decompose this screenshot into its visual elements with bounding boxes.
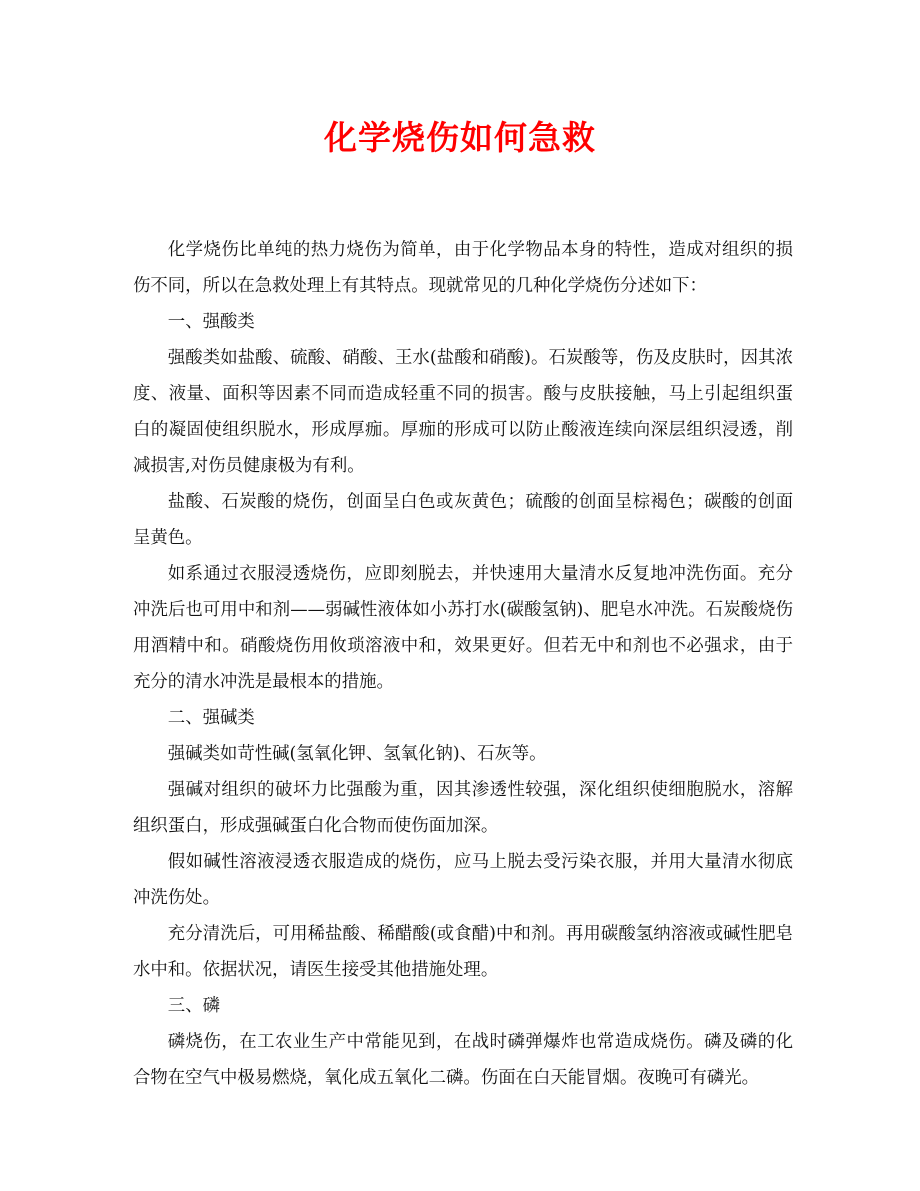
section-heading-strong-alkalis: 二、强碱类 (167, 708, 255, 728)
document-body (133, 232, 793, 1096)
section-heading-strong-acids: 一、强酸类 (167, 312, 255, 332)
section-heading-phosphorus: 三、磷 (167, 996, 220, 1016)
paragraph-alkali-neutralize: 充分清洗后，可用稀盐酸、稀醋酸(或食醋)中和剂。再用碳酸氢纳溶液或碱性肥皂水中和。依据状况，请医生接受其他措施处理。 (133, 924, 793, 980)
paragraph-acid-treatment: 如系通过衣服浸透烧伤，应即刻脱去，并快速用大量清水反复地冲洗伤面。充分冲洗后也可用中和剂——弱碱性液体如小苏打水(碳酸氢钠)、肥皂水冲洗。石炭酸烧伤用酒精中和。硝酸烧伤用攸琐溶液中和，效果更好。但若无中和剂也不必强求，由于充分的清水冲洗是最根本的措施。 (133, 564, 793, 692)
paragraph-alkali-first-aid: 假如碱性溶液浸透衣服造成的烧伤，应马上脱去受污染衣服，并用大量清水彻底冲洗伤处。 (133, 852, 793, 908)
paragraph-acid-types: 强酸类如盐酸、硫酸、硝酸、王水(盐酸和硝酸)。石炭酸等，伤及皮肤时，因其浓度、液量、面积等因素不同而造成轻重不同的损害。酸与皮肤接触，马上引起组织蛋白的凝固使组织脱水，形成厚痂。厚痂的形成可以防止酸液连续向深层组织浸透，削减损害,对伤员健康极为有利。 (133, 348, 793, 476)
paragraph-intro: 化学烧伤比单纯的热力烧伤为简单，由于化学物品本身的特性，造成对组织的损伤不同，所以在急救处理上有其特点。现就常见的几种化学烧伤分述如下： (133, 240, 793, 296)
paragraph-acid-wound-colors: 盐酸、石炭酸的烧伤，创面呈白色或灰黄色；硫酸的创面呈棕褐色；碳酸的创面呈黄色。 (133, 492, 793, 548)
paragraph-alkali-damage: 强碱对组织的破坏力比强酸为重，因其渗透性较强，深化组织使细胞脱水，溶解组织蛋白，形成强碱蛋白化合物而使伤面加深。 (133, 780, 793, 836)
paragraph-phosphorus: 磷烧伤，在工农业生产中常能见到，在战时磷弹爆炸也常造成烧伤。磷及磷的化合物在空气中极易燃烧，氧化成五氧化二磷。伤面在白天能冒烟。夜晚可有磷光。 (133, 1032, 793, 1088)
document-title: 化学烧伤如何急救 (324, 118, 596, 157)
paragraph-alkali-types: 强碱类如苛性碱(氢氧化钾、氢氧化钠)、石灰等。 (167, 744, 547, 764)
